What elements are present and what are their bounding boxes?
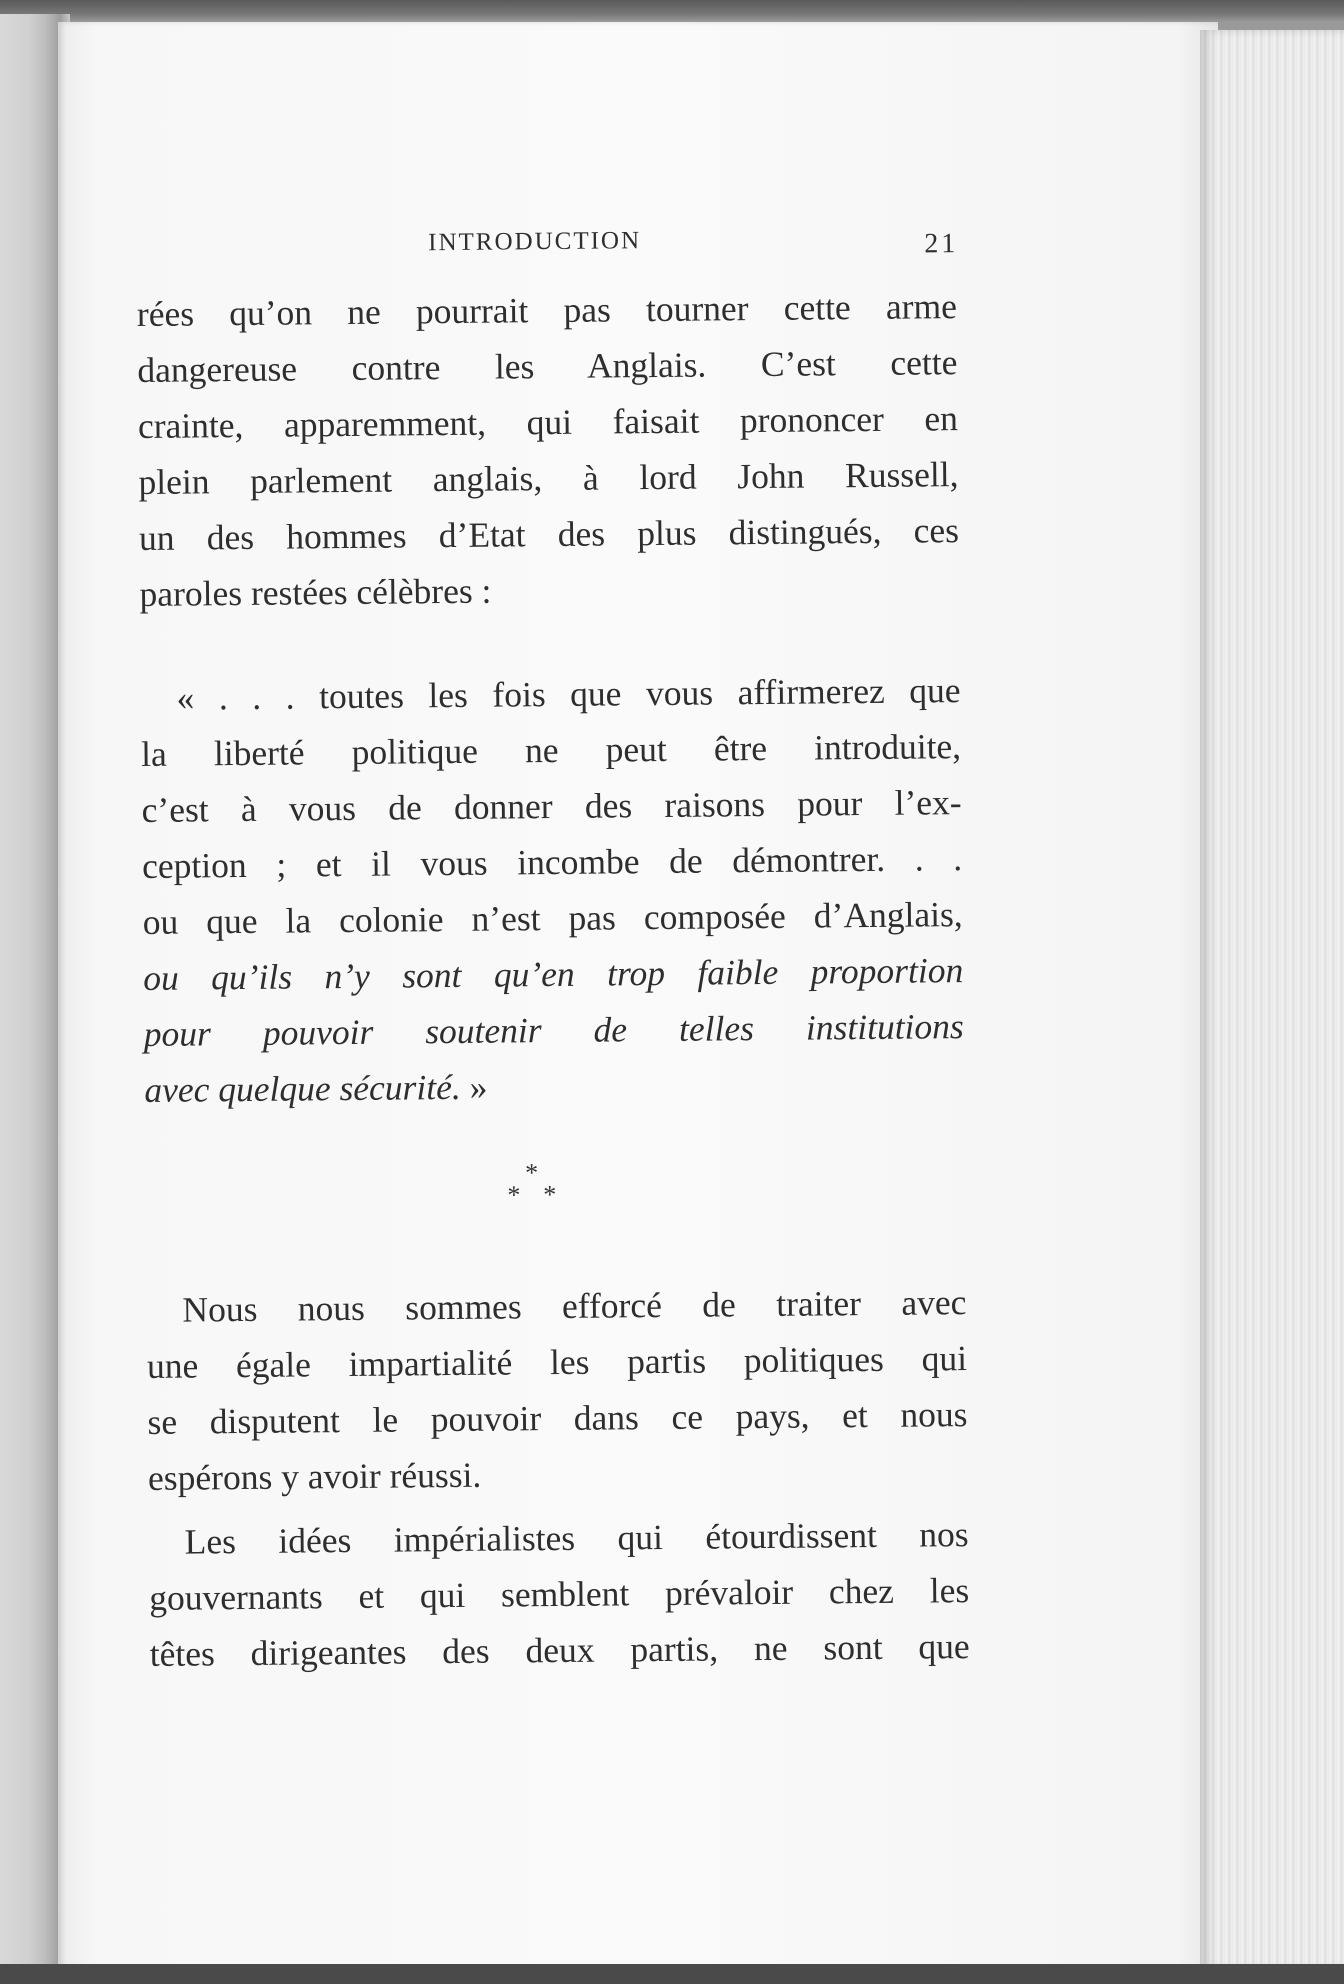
text-line: gouvernants et qui semblent prévaloir chez les (149, 1570, 970, 1618)
asterisk: * (543, 1180, 557, 1210)
quote-line-italic: pour pouvoir soutenir de telles institutions (143, 1006, 964, 1054)
text-line: têtes dirigeantes des deux partis, ne sont que (149, 1626, 970, 1674)
text-line: crainte, apparemment, qui faisait prononcer en (137, 398, 959, 446)
paragraph-3 (148, 1506, 970, 1682)
quote-line: c’est à vous de donner des raisons pour l’ex- (141, 782, 962, 830)
text-line: Les idées impérialistes qui étourdissent nos (184, 1514, 969, 1562)
quote-last-line (144, 1054, 964, 1118)
asterisk: * (507, 1180, 521, 1210)
closing-guillemet: » (460, 1066, 488, 1107)
quote-line: ou que la colonie n’est pas composée d’Anglais, (142, 894, 963, 942)
running-title: INTRODUCTION (428, 227, 642, 257)
quote-line: ception ; et il vous incombe de démontrer. . . (141, 838, 963, 886)
quote-line-italic: avec quelque sécurité. (144, 1066, 461, 1110)
quote-line: « . . . toutes les fois que vous affirmerez que (176, 670, 961, 718)
text-line: paroles restées célèbres : (139, 570, 492, 614)
text-line: rées qu’on ne pourrait pas tourner cette arme (136, 286, 958, 334)
quote-line-italic: ou qu’ils n’y sont qu’en trop faible proportion (143, 950, 964, 998)
bottom-scan-border (0, 1964, 1344, 1984)
asterisk: * (525, 1158, 539, 1188)
paragraph-2 (146, 1274, 968, 1506)
text-line: dangereuse contre les Anglais. C’est cette (137, 342, 958, 390)
paragraph-1 (137, 278, 960, 622)
running-head (136, 214, 959, 272)
page-text (136, 214, 970, 1682)
asterism (145, 1154, 966, 1246)
page-number: 21 (924, 228, 959, 260)
text-line: espérons y avoir réussi. (147, 1454, 482, 1498)
text-line: une égale impartialité les partis politiques qui (146, 1338, 968, 1386)
page-block-edge (1200, 30, 1344, 1970)
quote-line: la liberté politique ne peut être introduite, (140, 726, 962, 774)
text-line: un des hommes d’Etat des plus distingués, ces (138, 510, 960, 558)
text-line: plein parlement anglais, à lord John Russell, (138, 454, 959, 502)
text-line: Nous nous sommes efforcé de traiter avec (182, 1282, 967, 1330)
quotation-block (140, 662, 964, 1118)
text-line: se disputent le pouvoir dans ce pays, et nous (147, 1394, 968, 1442)
